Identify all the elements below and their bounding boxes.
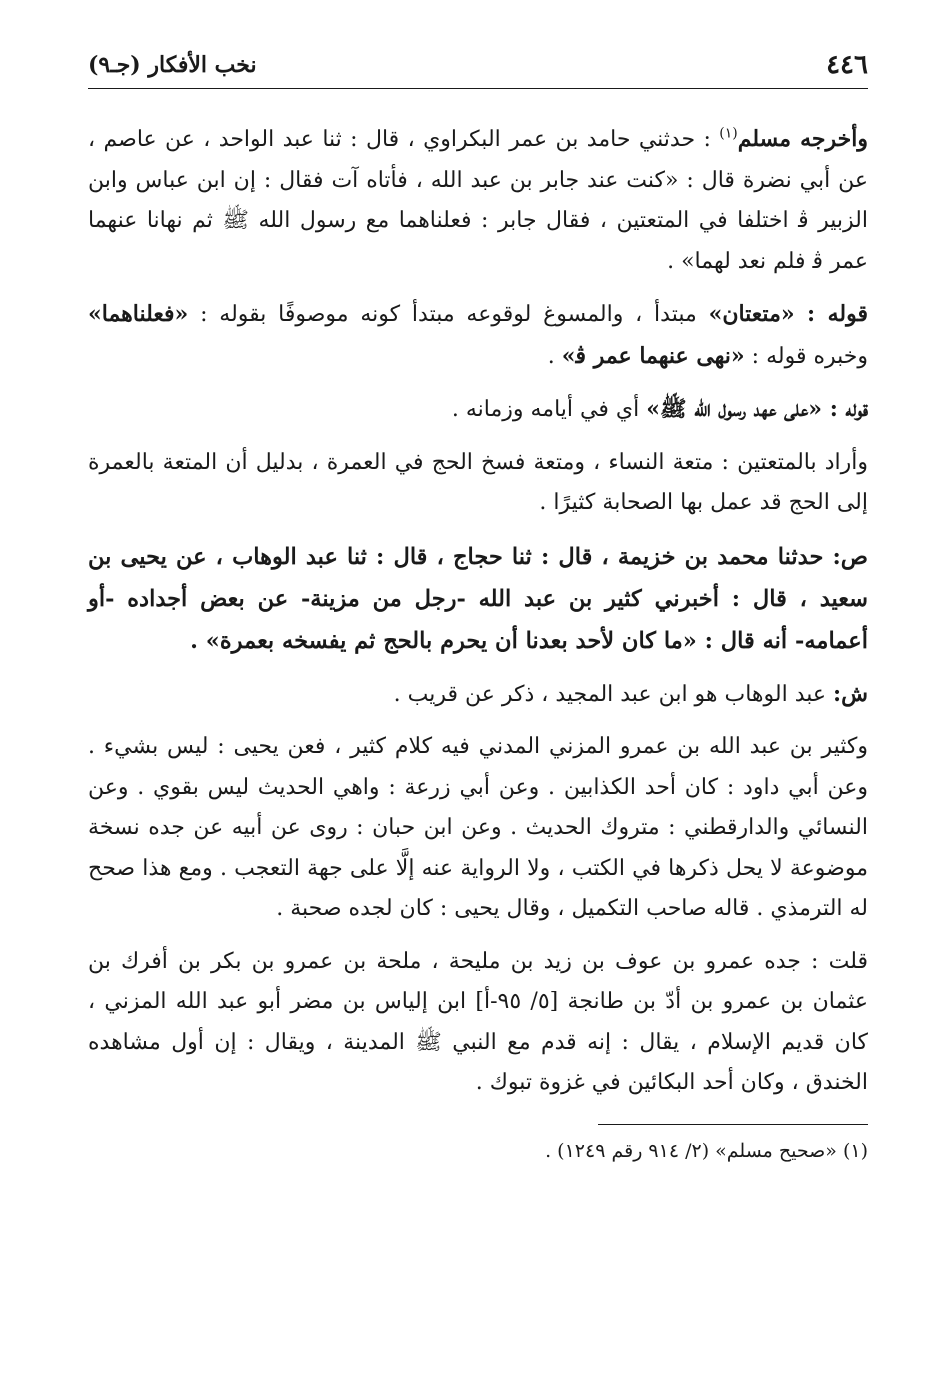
- paragraph-muslim-narration: [88, 119, 868, 282]
- paragraph-two-mutahs: [88, 443, 868, 524]
- paragraph-lead: وأخرجه مسلم: [737, 126, 868, 152]
- hadith-body: ص: حدثنا محمد بن خزيمة ، قال : ثنا حجاج ، قال : ثنا عبد الوهاب ، عن يحيى بن سعيد ، قال : أخبرني كثير بن عبد الله -رجل من مزينة- عن بعض أجداده -أو أعمامه- أنه قال : «ما كان لأحد بعدنا أن يحرم بالحج ثم يفسخه بعمرة» .: [88, 543, 868, 654]
- paragraph-text: .: [547, 343, 562, 369]
- paragraph-ala-ahd: [88, 389, 868, 431]
- book-page: [88, 40, 868, 1167]
- paragraph-lead: قوله : «على عهد رسول الله ﷺ»: [646, 396, 868, 422]
- hadith-text: [88, 536, 868, 662]
- footnote-divider: [598, 1124, 868, 1125]
- quoted-phrase: «فعلناهما»: [88, 301, 189, 327]
- paragraph-text: وأراد بالمتعتين : متعة النساء ، ومتعة فسخ الحج في العمرة ، بدليل أن المتعة بالعمرة إلى الحج قد عمل بها الصحابة كثيرًا .: [88, 449, 868, 515]
- page-number: ٤٤٦: [826, 50, 868, 80]
- paragraph-kathir-criticism: [88, 727, 868, 930]
- paragraph-text: وكثير بن عبد الله بن عمرو المزني المدني فيه كلام كثير ، فعن يحيى : ليس بشيء . وعن أبي داود : كان أحد الكذابين . وعن أبي زرعة : واهي الحديث ليس بقوي . وعن النسائي والدارقطني : متروك الحديث . وعن ابن حبان : روى عن أبيه عن جده نسخة موضوعة لا يحل ذكرها في الكتب ، ولا الرواية عنه إلَّا على جهة التعجب . ومع هذا صحح له الترمذي . قاله صاحب التكميل ، وقال يحيى : كان لجده صحبة .: [88, 734, 868, 921]
- paragraph-commentary: [88, 674, 868, 716]
- paragraph-text: أي في أيامه وزمانه .: [451, 397, 647, 422]
- paragraph-text: وخبره قوله :: [744, 343, 868, 369]
- page-header: [88, 40, 868, 89]
- book-title: نخب الأفكار (جـ٩): [88, 52, 257, 78]
- paragraph-mutatan-explanation: [88, 294, 868, 377]
- footnote-reference: (١): [719, 125, 738, 142]
- paragraph-lead: قوله : «متعتان»: [708, 301, 869, 327]
- paragraph-lineage: [88, 942, 868, 1104]
- footnote: (١) «صحيح مسلم» (٢/ ٩١٤ رقم ١٢٤٩) .: [545, 1139, 868, 1162]
- paragraph-text: مبتدأ ، والمسوغ لوقوعه مبتدأ كونه موصوفًا بقوله :: [188, 302, 709, 327]
- paragraph-lead: ش:: [833, 680, 868, 707]
- paragraph-text: قلت : جده عمرو بن عوف بن زيد بن مليحة ، ملحة بن عمرو بن بكر بن أفرك بن عثمان بن عمرو بن أدّ بن طانجة [٥/ ٩٥-أ] ابن إلياس بن مضر أبو عبد الله المزني ، كان قديم الإسلام ، يقال : إنه قدم مع النبي ﷺ المدينة ، ويقال : إن أول مشاهده الخندق ، وكان أحد البكائين في غزوة تبوك .: [88, 948, 868, 1095]
- paragraph-text: عبد الوهاب هو ابن عبد المجيد ، ذكر عن قريب .: [393, 681, 834, 707]
- quoted-phrase: «نهى عنهما عمر ﭬ»: [561, 342, 745, 369]
- paragraph-text: : حدثني حامد بن عمر البكراوي ، قال : ثنا عبد الواحد ، عن عاصم ، عن أبي نضرة قال : «كنت عند جابر بن عبد الله ، فأتاه آت فقال : إن ابن عباس وابن الزبير ﭬ اختلفا في المتعتين ، فقال جابر : فعلناهما مع رسول الله ﷺ ثم نهانا عنهما عمر ﭬ فلم نعد لهما» .: [88, 127, 868, 274]
- page-body: [88, 119, 868, 1104]
